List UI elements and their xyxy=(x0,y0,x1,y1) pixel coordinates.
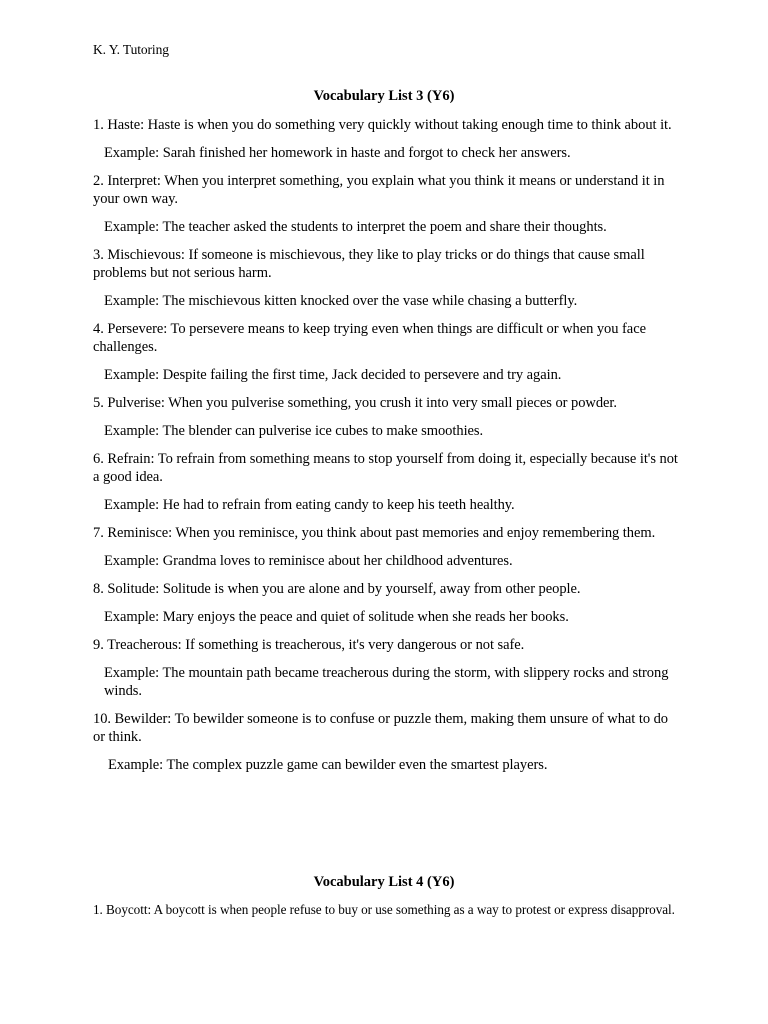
vocab-entry-mischievous xyxy=(93,246,678,310)
example-text: Example: The mountain path became treacherous during the storm, with slippery rocks and strong winds. xyxy=(104,665,669,699)
definition-text: 5. Pulverise: When you pulverise something, you crush it into very small pieces or powder. xyxy=(93,395,617,411)
definition-text: 2. Interpret: When you interpret something, you explain what you think it means or understand it in your own way. xyxy=(93,173,665,207)
vocab-entry-interpret xyxy=(93,172,678,236)
vocab-entry-persevere xyxy=(93,320,678,384)
definition-text: 6. Refrain: To refrain from something means to stop yourself from doing it, especially because it's not a good idea. xyxy=(93,451,678,485)
vocab-entry-treacherous xyxy=(93,636,678,700)
example-text: Example: The teacher asked the students to interpret the poem and share their thoughts. xyxy=(104,219,607,235)
example-text: Example: The complex puzzle game can bewilder even the smartest players. xyxy=(108,757,548,773)
vocab-entry-boycott xyxy=(93,901,678,918)
vocab-entry-pulverise xyxy=(93,394,678,440)
definition-text: 7. Reminisce: When you reminisce, you think about past memories and enjoy remembering them. xyxy=(93,525,656,541)
vocab-entry-refrain xyxy=(93,450,678,514)
definition-text: 9. Treacherous: If something is treacherous, it's very dangerous or not safe. xyxy=(93,637,525,653)
example-text: Example: Grandma loves to reminisce about her childhood adventures. xyxy=(104,553,513,569)
vocabulary-list-3-title: Vocabulary List 3 (Y6) xyxy=(313,88,455,104)
definition-text: 8. Solitude: Solitude is when you are alone and by yourself, away from other people. xyxy=(93,581,581,597)
vocab-entry-bewilder xyxy=(93,710,678,774)
example-text: Example: The blender can pulverise ice cubes to make smoothies. xyxy=(104,423,484,439)
definition-text: 4. Persevere: To persevere means to keep trying even when things are difficult or when you face challenges. xyxy=(93,321,646,355)
example-text: Example: Sarah finished her homework in haste and forgot to check her answers. xyxy=(104,145,571,161)
example-text: Example: The mischievous kitten knocked over the vase while chasing a butterfly. xyxy=(104,293,578,309)
example-text: Example: Mary enjoys the peace and quiet of solitude when she reads her books. xyxy=(104,609,569,625)
organization-name: K. Y. Tutoring xyxy=(93,42,169,57)
definition-text: 3. Mischievous: If someone is mischievous, they like to play tricks or do things that cause small problems but not serious harm. xyxy=(93,247,645,281)
definition-text: 1. Boycott: A boycott is when people refuse to buy or use something as a way to protest or express disapproval. xyxy=(93,902,675,917)
example-text: Example: He had to refrain from eating candy to keep his teeth healthy. xyxy=(104,497,515,513)
vocab-entry-solitude xyxy=(93,580,678,626)
vocabulary-list-3 xyxy=(93,116,678,784)
example-text: Example: Despite failing the first time, Jack decided to persevere and try again. xyxy=(104,367,562,383)
vocabulary-list-4-title: Vocabulary List 4 (Y6) xyxy=(313,874,455,890)
vocab-entry-reminisce xyxy=(93,524,678,570)
definition-text: 10. Bewilder: To bewilder someone is to confuse or puzzle them, making them unsure of what to do or think. xyxy=(93,711,668,745)
vocab-entry-haste xyxy=(93,116,678,162)
definition-text: 1. Haste: Haste is when you do something very quickly without taking enough time to think about it. xyxy=(93,117,672,133)
vocabulary-list-4 xyxy=(93,901,678,928)
